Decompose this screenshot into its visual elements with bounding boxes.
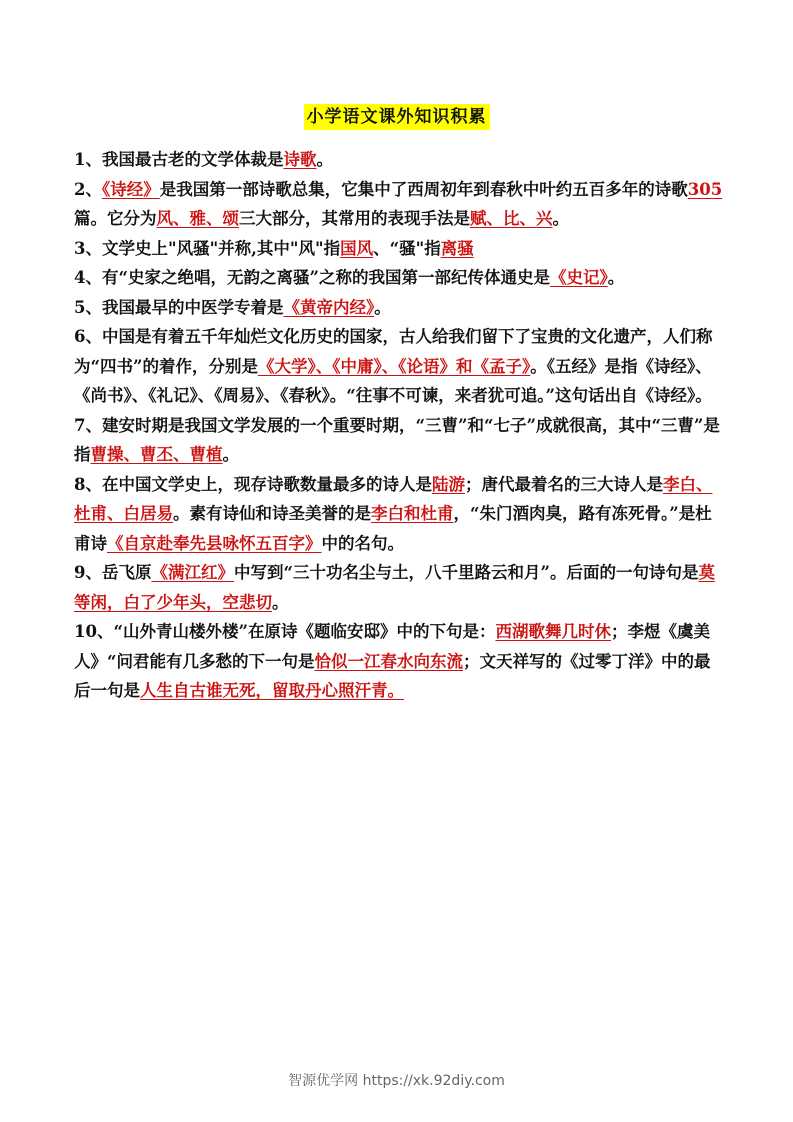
- item-text: 10、“山外青山楼外楼”在原诗《题临安邸》中的下句是：: [74, 622, 496, 641]
- item-text: ；唐代最着名的三大诗人是: [464, 474, 663, 494]
- item-text: ，“朱门酒肉臭，路有冻死骨。”是杜甫诗: [74, 504, 712, 553]
- item-text: 篇。它分为: [74, 209, 157, 228]
- item-7: [74, 411, 724, 470]
- item-1: [74, 145, 724, 175]
- item-text: ；李煜《虞美人》“问君能有几多愁的下一句是: [74, 622, 710, 671]
- answer-text: 《黄帝内经》: [283, 297, 375, 317]
- answer-text: 陆游: [431, 474, 465, 494]
- item-text: 中的名句。: [321, 533, 404, 553]
- footer-watermark: 智源优学网 https://xk.92diy.com: [288, 1073, 505, 1089]
- answer-text: 人生自古谁无死，留取丹心照汗青。: [140, 681, 404, 700]
- answer-text: 莫等闲，白了少年头，空悲切: [74, 563, 715, 612]
- item-text: 。: [316, 150, 333, 169]
- item-text: 8、在中国文学史上，现存诗歌数量最多的诗人是: [74, 474, 432, 494]
- item-text: 6、中国是有着五千年灿烂文化历史的国家，古人给我们留下了宝贵的文化遗产，人们称为“四书”的着作，分别是: [74, 327, 713, 376]
- answer-text: 恰似一江春水向东流: [314, 651, 463, 671]
- item-text: 9、岳飞原: [74, 563, 152, 582]
- item-text: 。: [374, 297, 391, 317]
- answer-text: 风、雅、颂: [156, 209, 239, 228]
- item-2: [74, 175, 724, 234]
- item-text: 7、建安时期是我国文学发展的一个重要时期，“三曹”和“七子”成就很高，其中“三曹”是指: [74, 415, 720, 464]
- answer-text: 《史记》: [549, 268, 608, 287]
- page-title: 小学语文课外知识积累: [304, 104, 490, 130]
- item-text: 。《五经》是指《诗经》、《尚书》、《礼记》、《周易》、《春秋》。“往事不可谏，来者犹可追。”这句话出自《诗经》。: [74, 356, 712, 405]
- answer-text: 《满江红》: [151, 563, 234, 582]
- item-8: [74, 470, 724, 559]
- answer-text: 《诗经》: [101, 179, 160, 199]
- answer-text: 诗歌: [283, 150, 317, 169]
- content-body: [74, 145, 724, 706]
- answer-text: 离骚: [440, 238, 474, 258]
- item-9: [74, 558, 724, 617]
- item-text: 三大部分，其常用的表现手法是: [239, 209, 470, 228]
- answer-text: 《大学》、《中庸》、《论语》和《孟子》: [257, 356, 531, 376]
- item-text: 是我国第一部诗歌总集，它集中了西周初年到春秋中叶约五百多年的诗歌: [159, 179, 688, 199]
- item-text: 。: [272, 592, 289, 612]
- item-text: 2、: [74, 179, 102, 199]
- item-text: 中写到“三十功名尘与土，八千里路云和月”。后面的一句诗句是: [233, 563, 699, 582]
- item-text: 。: [222, 445, 239, 464]
- item-5: [74, 293, 724, 323]
- answer-text: 李白和杜甫: [371, 504, 454, 523]
- item-text: 。: [607, 268, 625, 287]
- item-4: [74, 263, 724, 293]
- answer-text: 305: [687, 179, 723, 199]
- item-text: 1、我国最古老的文学体裁是: [74, 150, 284, 169]
- item-text: 3、文学史上"风骚"并称,其中"风"指: [74, 238, 341, 258]
- answer-text: 西湖歌舞几时休: [495, 622, 611, 641]
- title-container: [0, 104, 793, 130]
- answer-text: 李白、杜甫、白居易: [74, 474, 713, 523]
- item-6: [74, 322, 724, 411]
- item-text: 。素有诗仙和诗圣美誉的是: [173, 504, 371, 523]
- item-text: 4、有“史家之绝唱，无韵之离骚”之称的我国第一部纪传体通史是: [74, 268, 550, 287]
- item-text: ；文天祥写的《过零丁洋》中的最后一句是: [74, 651, 711, 700]
- item-text: 5、我国最早的中医学专着是: [74, 297, 284, 317]
- item-10: [74, 617, 724, 706]
- answer-text: 《自京赴奉先县咏怀五百字》: [107, 533, 322, 553]
- answer-text: 赋、比、兴: [470, 209, 553, 228]
- item-3: [74, 234, 724, 264]
- item-text: 。: [552, 209, 569, 228]
- answer-text: 曹操、曹丕、曹植: [90, 445, 223, 464]
- answer-text: 国风: [340, 238, 374, 258]
- item-text: 、“骚"指: [373, 238, 441, 258]
